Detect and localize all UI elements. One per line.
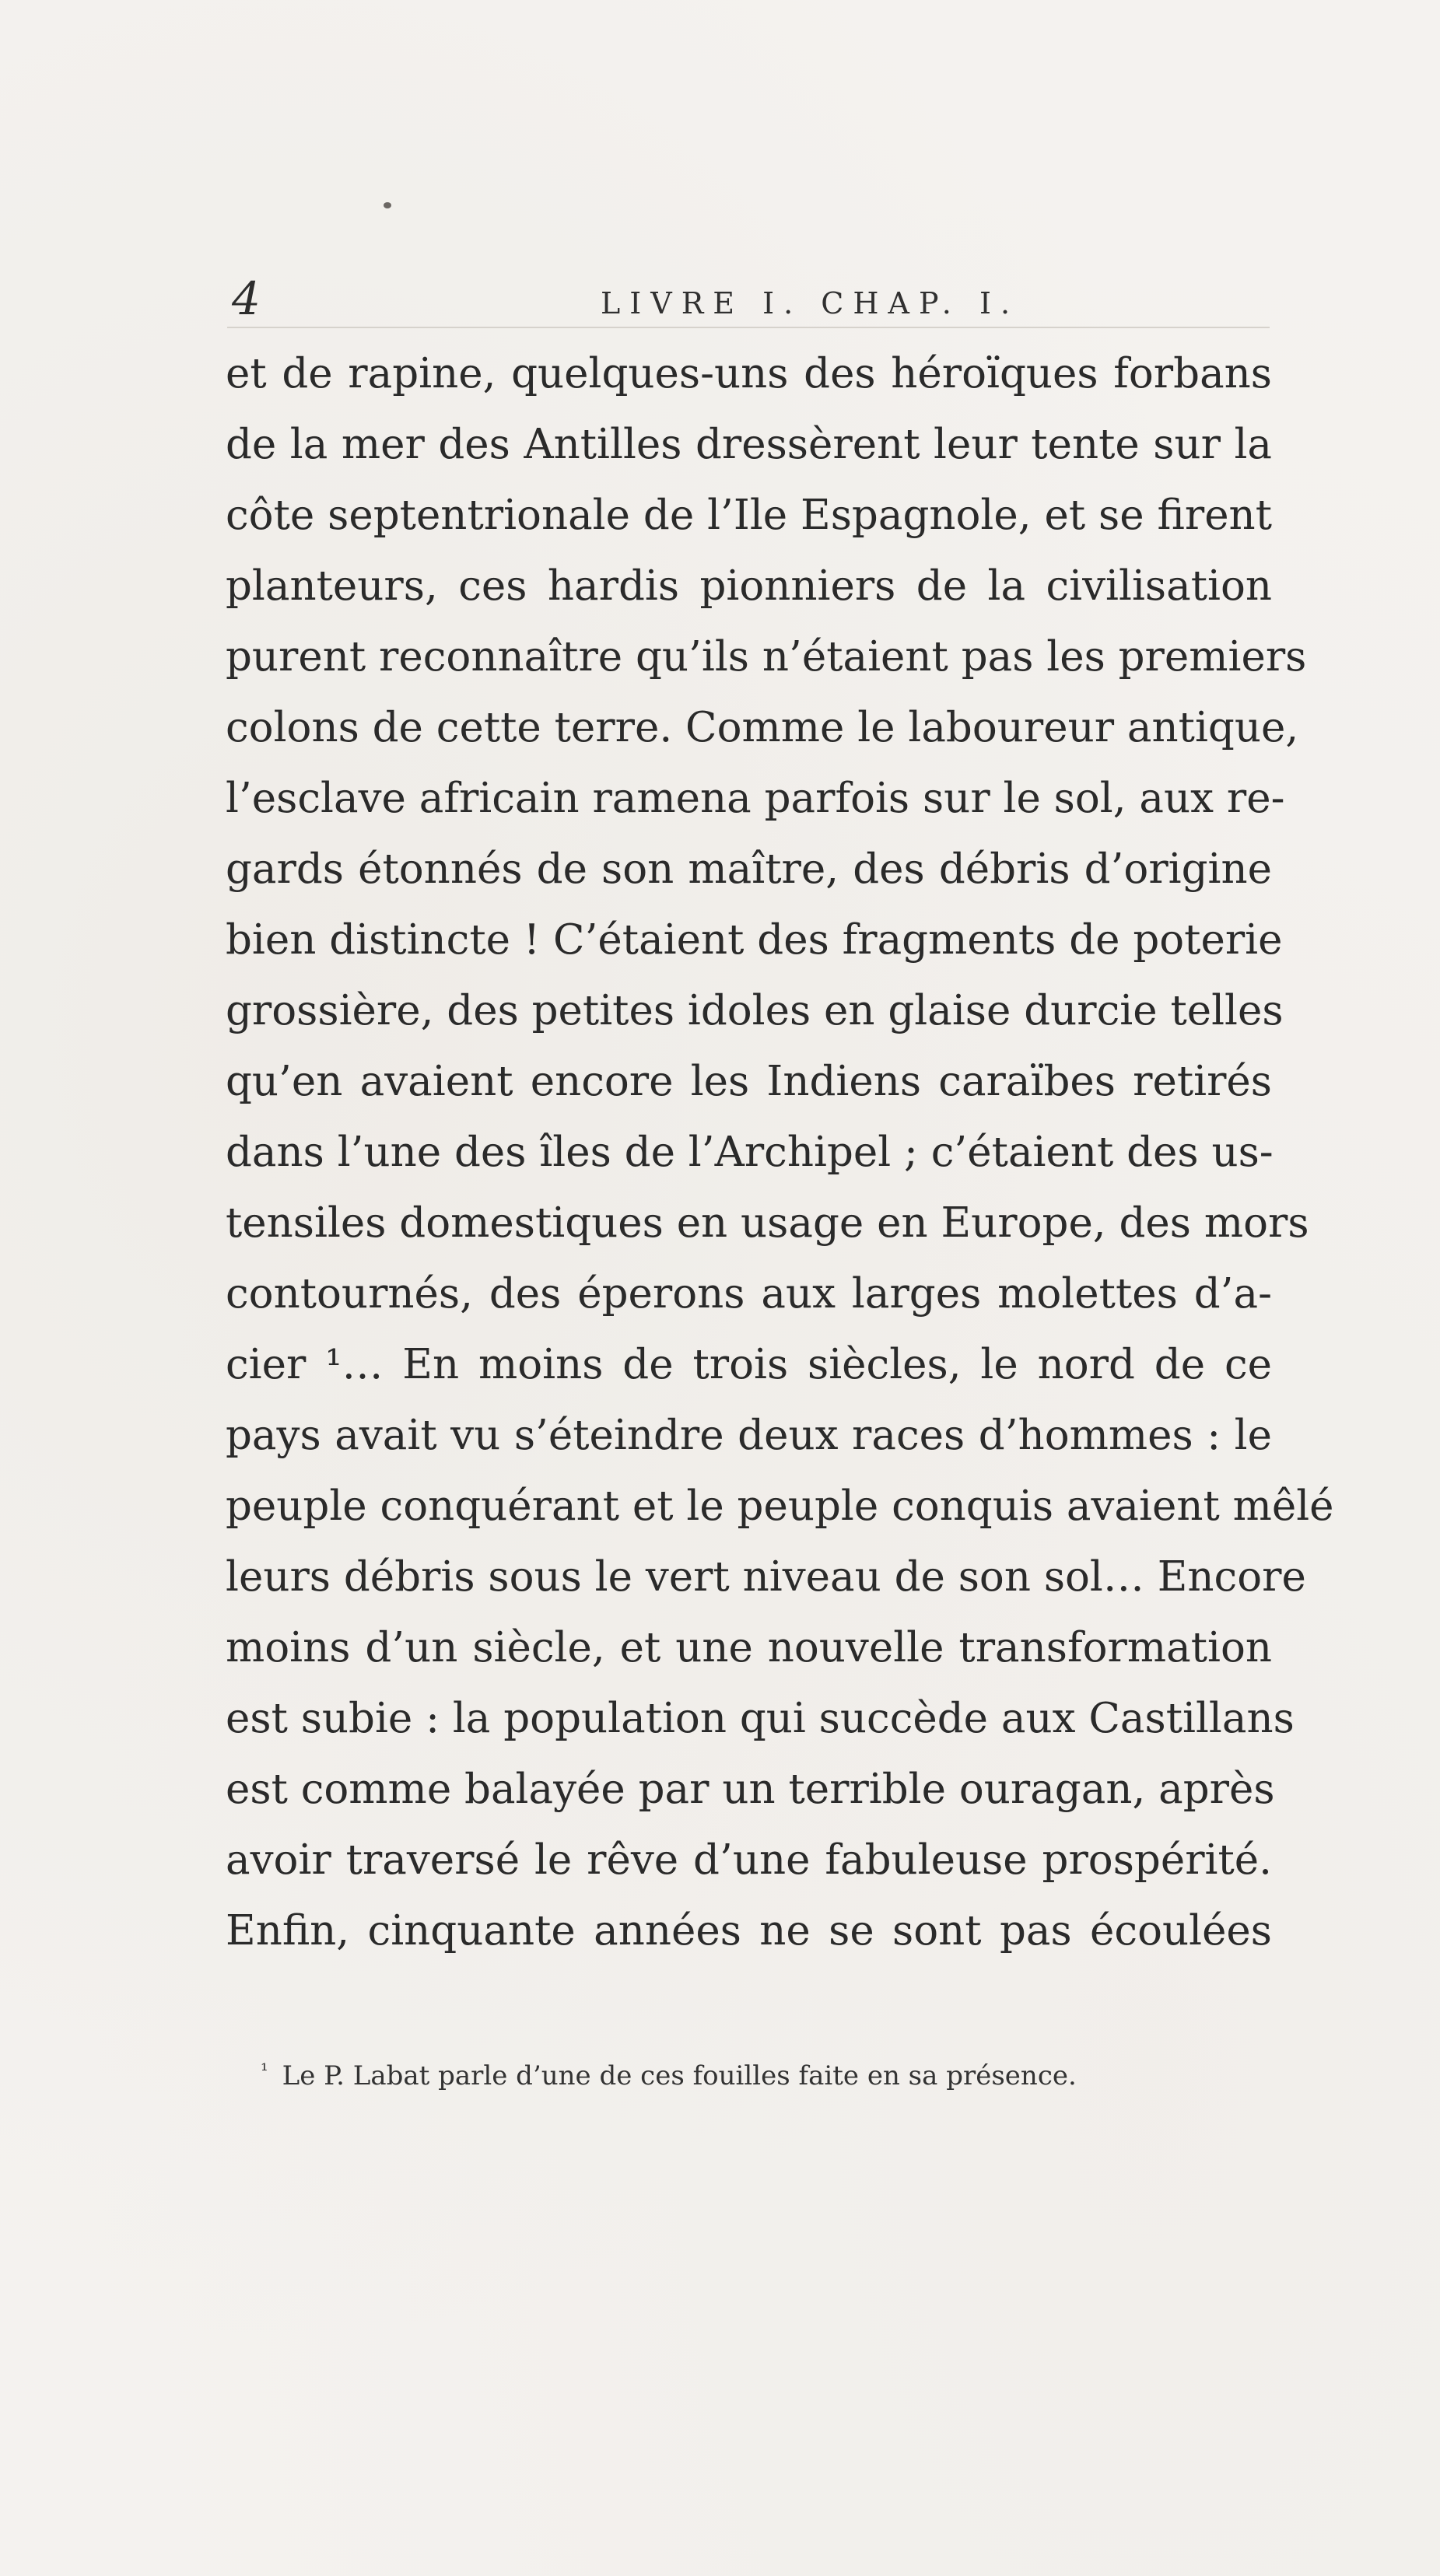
text-line: gards étonnés de son maître, des débris d’origine	[226, 845, 1272, 893]
page-number: 4	[232, 272, 261, 325]
text-line: contournés, des éperons aux larges molettes d’a-	[226, 1270, 1272, 1318]
text-line: est subie : la population qui succède aux Castillans	[226, 1695, 1295, 1742]
text-line: pays avait vu s’éteindre deux races d’hommes : le	[226, 1412, 1272, 1459]
running-head	[227, 272, 1270, 328]
text-line: tensiles domestiques en usage en Europe, des mors	[226, 1199, 1309, 1247]
footnote-marker: ¹	[261, 2060, 268, 2081]
text-line: grossière, des petites idoles en glaise durcie telles	[226, 987, 1284, 1034]
text-line: l’esclave africain ramena parfois sur le sol, aux re-	[226, 775, 1285, 822]
text-line: qu’en avaient encore les Indiens caraïbes retirés	[226, 1058, 1272, 1105]
text-line: moins d’un siècle, et une nouvelle transformation	[226, 1624, 1272, 1671]
text-line: côte septentrionale de l’Ile Espagnole, et se firent	[226, 492, 1272, 539]
running-title: LIVRE I. CHAP. I.	[601, 286, 1020, 320]
text-line: de la mer des Antilles dressèrent leur tente sur la	[226, 421, 1272, 468]
footnote-text: Le P. Labat parle d’une de ces fouilles faite en sa présence.	[282, 2060, 1077, 2091]
text-line: est comme balayée par un terrible ouragan, après	[226, 1766, 1275, 1813]
body-text	[226, 338, 1334, 1966]
text-line: et de rapine, quelques-uns des héroïques forbans	[226, 350, 1272, 397]
text-line: colons de cette terre. Comme le laboureur antique,	[226, 704, 1299, 751]
footnote	[261, 2052, 1272, 2095]
text-line: planteurs, ces hardis pionniers de la civilisation	[226, 562, 1272, 610]
text-line: peuple conquérant et le peuple conquis avaient mêlé	[226, 1482, 1334, 1530]
text-line: leurs débris sous le vert niveau de son sol… Encore	[226, 1553, 1306, 1601]
text-line: purent reconnaître qu’ils n’étaient pas les premiers	[226, 633, 1307, 681]
text-line: cier ¹… En moins de trois siècles, le nord de ce	[226, 1341, 1272, 1388]
text-line: bien distincte ! C’étaient des fragments de poterie	[226, 916, 1283, 964]
text-line: dans l’une des îles de l’Archipel ; c’étaient des us-	[226, 1129, 1274, 1176]
paper-speck	[384, 202, 391, 208]
text-line: Enfin, cinquante années ne se sont pas écoulées	[226, 1907, 1272, 1955]
text-line: avoir traversé le rêve d’une fabuleuse prospérité.	[226, 1836, 1272, 1884]
